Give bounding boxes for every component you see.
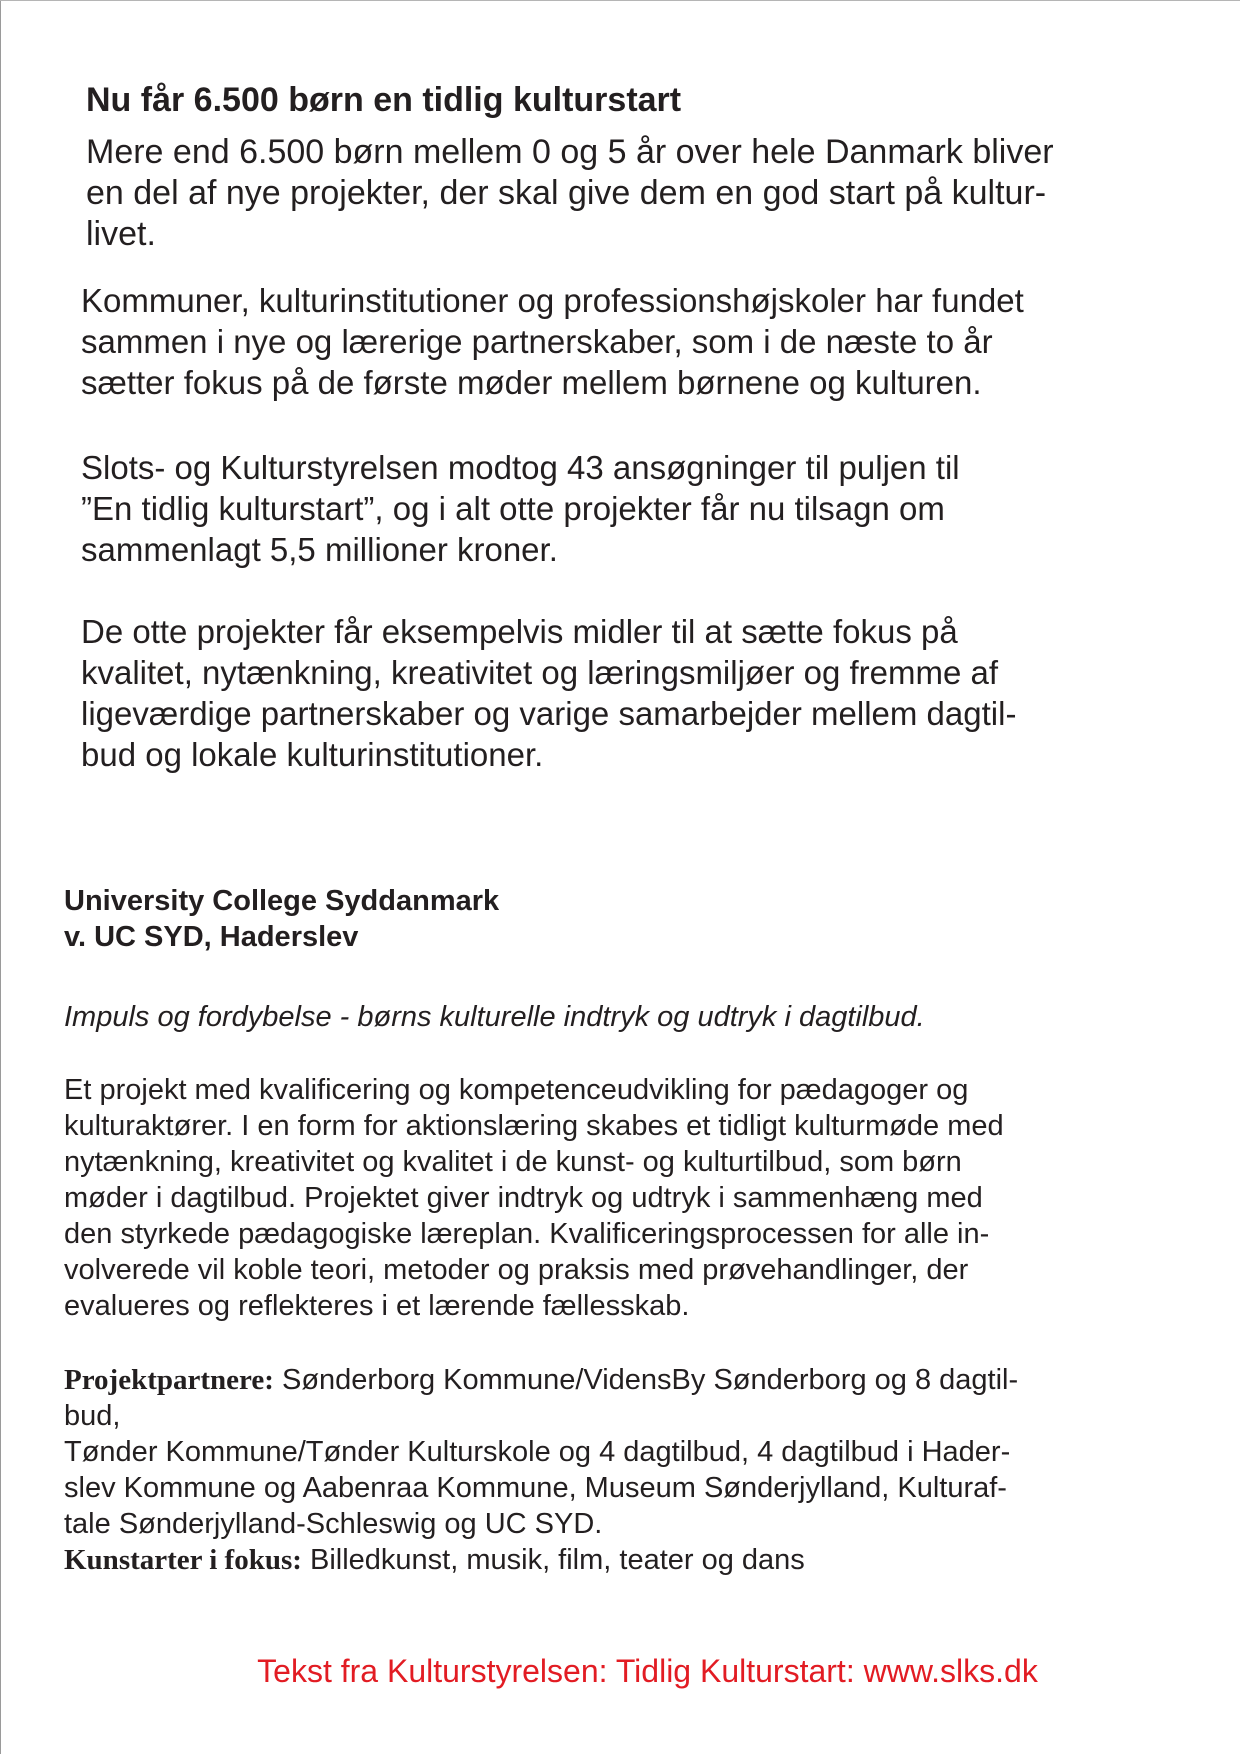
partners-line: tale Sønderjylland-Schleswig og UC SYD.: [64, 1508, 603, 1540]
description-line: møder i dagtilbud. Projektet giver indtryk og udtryk i sammenhæng med: [64, 1182, 983, 1214]
lead-line: Mere end 6.500 børn mellem 0 og 5 år over hele Danmark bliver: [86, 133, 1054, 171]
source-footer: Tekst fra Kulturstyrelsen: Tidlig Kulturstart: www.slks.dk: [257, 1653, 1038, 1689]
paragraph-line: ”En tidlig kulturstart”, og i alt otte projekter får nu tilsagn om: [81, 490, 945, 527]
partners-line: Sønderborg Kommune/VidensBy Sønderborg og 8 dagtil-: [273, 1364, 1019, 1396]
page-border-top: [0, 0, 1240, 1]
paragraph-line: Kommuner, kulturinstitutioner og professionshøjskoler har fundet: [81, 282, 1024, 319]
article-lead: [86, 132, 1166, 255]
project-institution: [64, 883, 1164, 955]
project-partners: [64, 1362, 1184, 1578]
paragraph-line: bud og lokale kulturinstitutioner.: [81, 736, 544, 773]
institution-name: University College Syddanmark: [64, 885, 500, 917]
description-line: den styrkede pædagogiske læreplan. Kvalificeringsprocessen for alle in-: [64, 1218, 990, 1250]
description-line: Et projekt med kvalificering og kompetenceudvikling for pædagoger og: [64, 1074, 969, 1106]
description-line: evalueres og reflekteres i et lærende fællesskab.: [64, 1290, 690, 1322]
project-description: [64, 1072, 1174, 1324]
paragraph-line: ligeværdige partnerskaber og varige samarbejder mellem dagtil-: [81, 695, 1017, 732]
partners-line: Tønder Kommune/Tønder Kulturskole og 4 dagtilbud, 4 dagtilbud i Hader-: [64, 1436, 1011, 1468]
description-line: kulturaktører. I en form for aktionslæring skabes et tidligt kulturmøde med: [64, 1110, 1004, 1142]
partners-label: Projektpartnere:: [64, 1364, 274, 1396]
paragraph-line: Slots- og Kulturstyrelsen modtog 43 ansøgninger til puljen til: [81, 449, 960, 486]
partners-line: slev Kommune og Aabenraa Kommune, Museum Sønderjylland, Kulturaf-: [64, 1472, 1007, 1504]
page-border-left: [0, 0, 1, 1754]
article-title: Nu får 6.500 børn en tidlig kulturstart: [86, 81, 682, 119]
description-line: volverede vil koble teori, metoder og praksis med prøvehandlinger, der: [64, 1254, 969, 1286]
paragraph-line: sætter fokus på de første møder mellem børnene og kulturen.: [81, 364, 982, 401]
lead-line: livet.: [86, 215, 156, 253]
paragraph-line: sammenlagt 5,5 millioner kroner.: [81, 531, 558, 568]
paragraph-line: sammen i nye og lærerige partnerskaber, som i de næste to år: [81, 323, 993, 360]
institution-location: v. UC SYD, Haderslev: [64, 921, 359, 953]
article-paragraph-3: [81, 611, 1181, 775]
paragraph-line: kvalitet, nytænkning, kreativitet og læringsmiljøer og fremme af: [81, 654, 999, 691]
description-line: nytænkning, kreativitet og kvalitet i de kunst- og kulturtilbud, som børn: [64, 1146, 962, 1178]
article-paragraph-2: [81, 447, 1181, 570]
article-paragraph-1: [81, 280, 1181, 403]
partners-line: bud,: [64, 1400, 121, 1432]
art-forms-value: Billedkunst, musik, film, teater og dans: [301, 1544, 805, 1576]
lead-line: en del af nye projekter, der skal give dem en god start på kultur-: [86, 174, 1047, 212]
project-subtitle: Impuls og fordybelse - børns kulturelle indtryk og udtryk i dagtilbud.: [64, 1001, 925, 1033]
art-forms-label: Kunstarter i fokus:: [64, 1544, 302, 1576]
paragraph-line: De otte projekter får eksempelvis midler til at sætte fokus på: [81, 613, 958, 650]
